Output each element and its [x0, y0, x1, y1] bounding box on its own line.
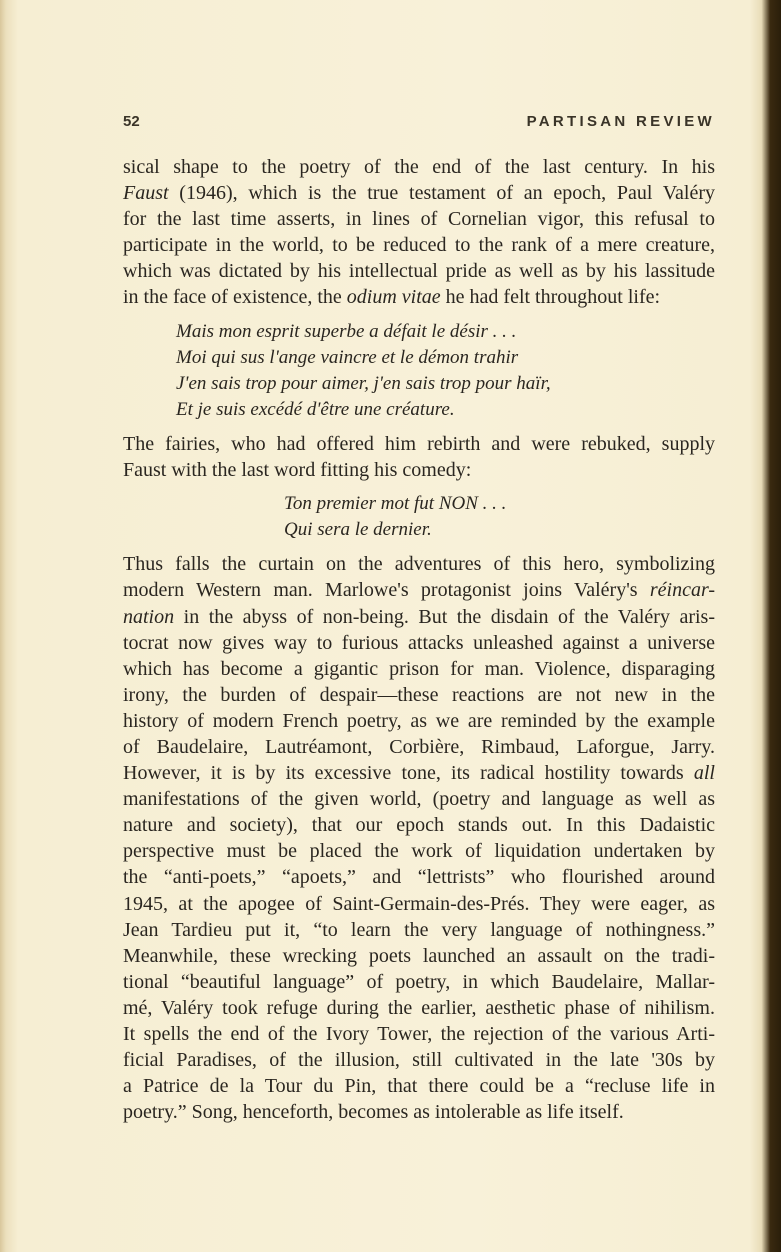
text-span: mé, Valéry took refuge during the earlier, aesthetic phase of nihilism. [123, 996, 715, 1019]
text-span: which has become a gigantic prison for man. Violence, disparaging [123, 657, 715, 680]
text-span: Thus falls the curtain on the adventures of this hero, symbolizing [123, 553, 715, 576]
text-line [123, 491, 715, 517]
text-line [123, 1021, 715, 1047]
text-span: in the abyss of non-being. But the disdain of the Valéry aris- [174, 605, 715, 628]
text-line [123, 258, 715, 284]
text-line [123, 232, 715, 258]
text-line [123, 708, 715, 734]
page-number: 52 [123, 113, 140, 130]
text-line [123, 1047, 715, 1073]
text-span: he had felt throughout life: [440, 286, 661, 309]
text-span: Moi qui sus l'ange vaincre et le démon trahir [176, 346, 519, 368]
text-span: the “anti-poets,” “apoets,” and “lettrists” who flourished around [123, 866, 715, 889]
text-line [123, 577, 715, 603]
spacer [123, 423, 715, 431]
text-line [123, 786, 715, 812]
text-line [123, 864, 715, 890]
text-span: perspective must be placed the work of liquidation undertaken by [123, 840, 715, 863]
text-line [123, 604, 715, 630]
text-line [123, 682, 715, 708]
text-span: manifestations of the given world, (poetry and language as well as [123, 788, 715, 811]
paragraph [123, 154, 715, 311]
running-head: PARTISAN REVIEW [526, 113, 715, 130]
body-text [123, 154, 715, 1125]
text-span: history of modern French poetry, as we are reminded by the example [123, 709, 715, 732]
italic-text: odium vitae [346, 286, 441, 309]
text-span: 1945, at the apogee of Saint-Germain-des-Prés. They were eager, as [123, 892, 715, 915]
text-span: Meanwhile, these wrecking poets launched an assault on the tradi- [123, 944, 715, 967]
text-line [123, 431, 715, 457]
text-span: ficial Paradises, of the illusion, still cultivated in the late '30s by [123, 1049, 715, 1072]
text-line [123, 943, 715, 969]
text-span: tional “beautiful language” of poetry, in which Baudelaire, Mallar- [123, 970, 715, 993]
spacer [123, 543, 715, 551]
paragraph [123, 431, 715, 483]
italic-text: nation [123, 605, 175, 628]
text-span: of Baudelaire, Lautréamont, Corbière, Rimbaud, Laforgue, Jarry. [123, 735, 715, 758]
text-span: in the face of existence, the [123, 286, 347, 309]
text-span: irony, the burden of despair—these reactions are not new in the [123, 683, 715, 706]
text-line [123, 517, 715, 543]
text-span: Ton premier mot fut NON . . . [284, 493, 507, 515]
text-line [123, 734, 715, 760]
text-line [123, 154, 715, 180]
text-line [123, 838, 715, 864]
text-span: Mais mon esprit superbe a défait le désir . . . [176, 320, 517, 342]
text-span: The fairies, who had offered him rebirth and were rebuked, supply [123, 432, 715, 455]
text-span: It spells the end of the Ivory Tower, the rejection of the various Arti- [123, 1023, 715, 1045]
text-line [123, 891, 715, 917]
text-span: nature and society), that our epoch stands out. In this Dadaistic [123, 814, 715, 837]
text-span: However, it is by its excessive tone, its radical hostility towards [123, 762, 694, 785]
text-line [123, 656, 715, 682]
text-line [123, 371, 715, 397]
text-line [123, 345, 715, 371]
text-line [123, 1099, 715, 1125]
text-span: (1946), which is the true testament of an epoch, Paul Valéry [168, 182, 715, 205]
text-span: for the last time asserts, in lines of Cornelian vigor, this refusal to [123, 208, 715, 231]
text-span: participate in the world, to be reduced to the rank of a mere creature, [123, 234, 715, 257]
text-span: poetry.” Song, henceforth, becomes as intolerable as life itself. [123, 1101, 624, 1124]
text-line [123, 457, 715, 483]
italic-text: all [693, 762, 715, 785]
text-line [123, 969, 715, 995]
text-line [123, 180, 715, 206]
text-span: sical shape to the poetry of the end of the last century. In his [123, 156, 715, 178]
text-span: tocrat now gives way to furious attacks unleashed against a universe [123, 631, 715, 654]
verse-quote [123, 319, 715, 423]
verse-quote [123, 491, 715, 543]
text-span: J'en sais trop pour aimer, j'en sais trop pour haïr, [176, 372, 551, 394]
spacer [123, 483, 715, 491]
text-line [123, 206, 715, 232]
text-line [123, 397, 715, 423]
paragraph [123, 551, 715, 1125]
text-line [123, 284, 715, 310]
text-line [123, 995, 715, 1021]
italic-text: Faust [123, 182, 169, 205]
text-span: which was dictated by his intellectual pride as well as by his lassitude [123, 260, 715, 283]
text-line [123, 1073, 715, 1099]
text-span: Faust with the last word fitting his comedy: [123, 459, 472, 482]
text-span: a Patrice de la Tour du Pin, that there could be a “recluse life in [123, 1075, 715, 1098]
text-span: Jean Tardieu put it, “to learn the very language of nothingness.” [123, 918, 715, 941]
spacer [123, 311, 715, 319]
text-line [123, 917, 715, 943]
text-span: modern Western man. Marlowe's protagonist joins Valéry's [123, 579, 650, 602]
text-line [123, 760, 715, 786]
text-line [123, 551, 715, 577]
text-line [123, 630, 715, 656]
text-span: Et je suis excédé d'être une créature. [176, 398, 455, 420]
text-line [123, 319, 715, 345]
italic-text: réincar- [649, 579, 715, 602]
text-line [123, 812, 715, 838]
text-span: Qui sera le dernier. [284, 519, 432, 541]
